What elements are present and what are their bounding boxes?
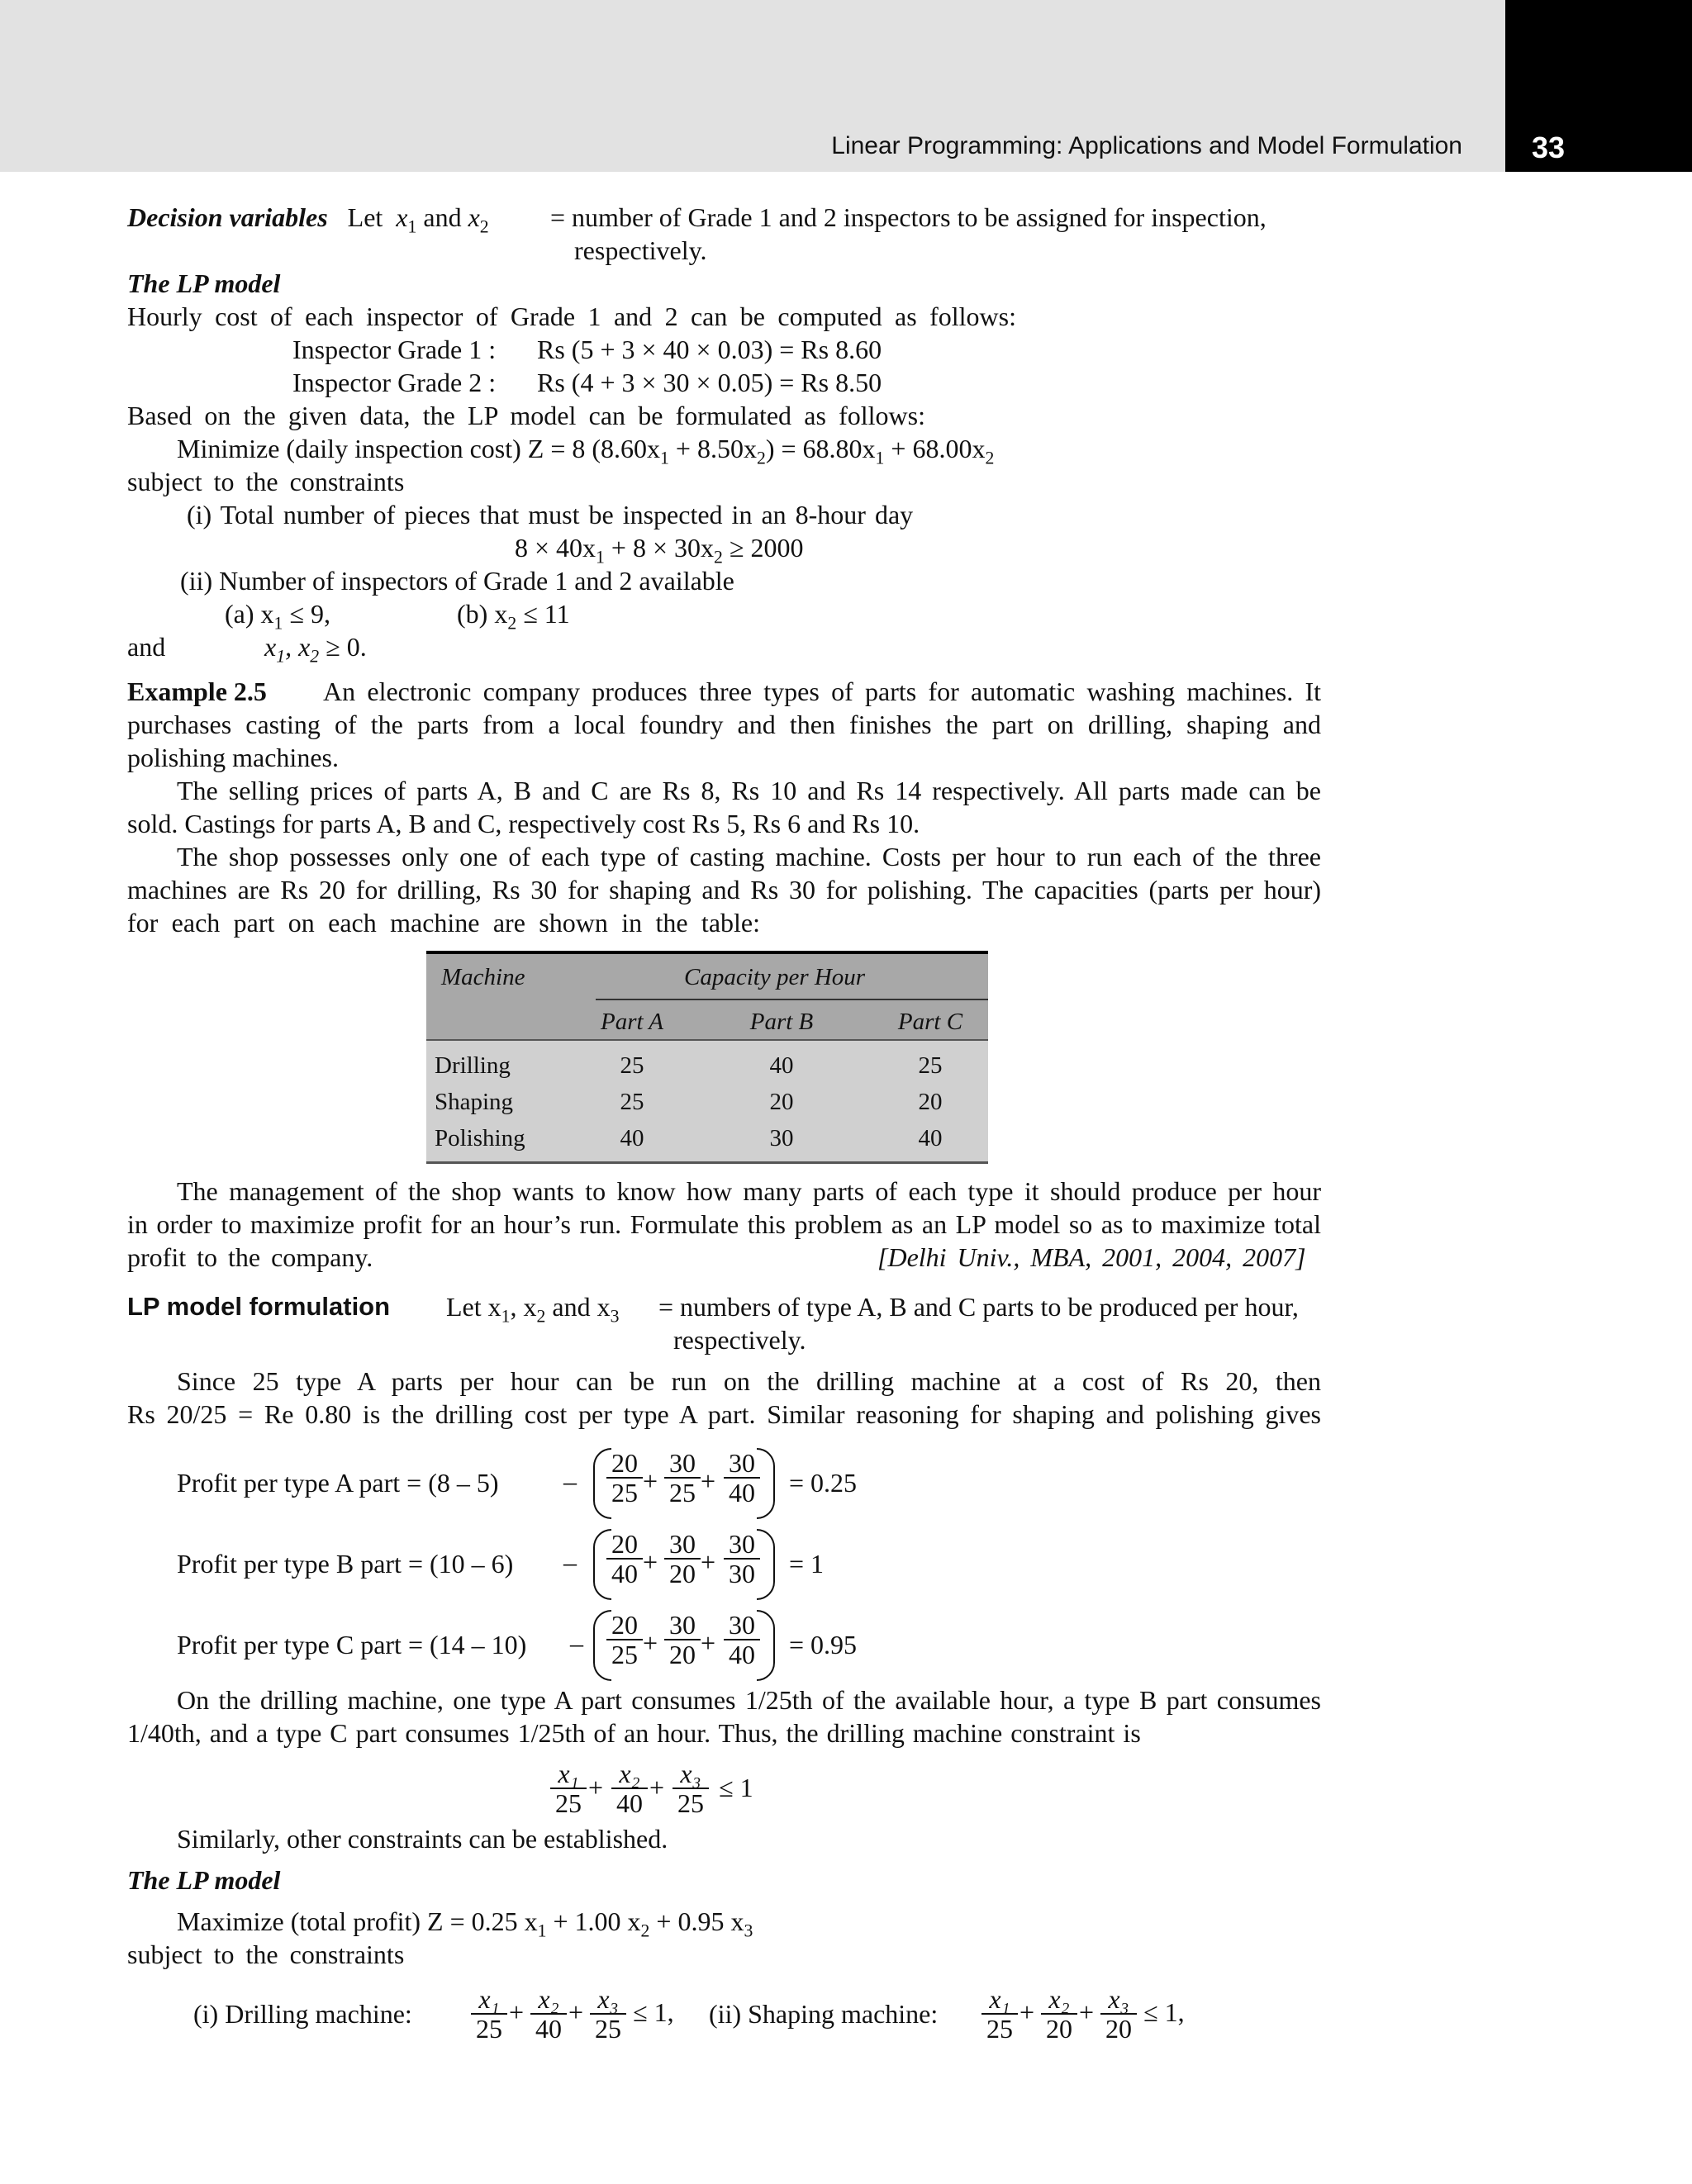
header-part-c: Part C [897,1009,963,1035]
page-number-box [1505,0,1692,172]
source-citation: [Delhi Univ., MBA, 2001, 2004, 2007] [877,1242,1306,1272]
mgmt-l2: in order to maximize profit for an hour’s run. Formulate this problem as an LP model so as to maximize total [127,1209,1321,1239]
subscript: 1 [407,216,417,237]
constraint-2: (ii) Number of inspectors of Grade 1 and 2 available [180,566,734,596]
example-label: Example 2.5 [127,677,267,706]
eq-part: (a) x [225,599,274,629]
table-cell: 25 [620,1052,644,1079]
denominator: 40 [535,2014,562,2044]
decision-variables-line [127,201,489,237]
plus-sign: + [1079,1997,1095,2027]
header-part-b: Part B [749,1009,814,1035]
var-x: x [468,202,480,232]
eq-part: x [264,632,277,662]
denominator: 20 [1105,2014,1132,2044]
eq-part: Minimize (daily inspection cost) Z = 8 (8.60x [177,434,661,463]
eq-part: , x [285,632,311,662]
header-capacity-group: Capacity per Hour [684,964,866,990]
denominator: 20 [669,1640,696,1669]
numerator: x₁ [981,1985,1018,2015]
subscript: 1 [501,1306,511,1327]
plus-sign: + [588,1773,604,1802]
row-machine: Polishing [435,1125,525,1151]
fraction [724,1530,760,1588]
capacity-table [426,951,988,1164]
subscript: 2 [479,216,489,237]
example-p3-l2: machines are Rs 20 for drilling, Rs 30 for shaping and Rs 30 for polishing. The capacities (parts per hour) [127,875,1321,904]
running-title: Linear Programming: Applications and Model Formulation [831,132,1462,159]
denominator: 20 [1046,2014,1072,2044]
numerator: 20 [606,1611,643,1640]
fraction [550,1759,587,1817]
fraction [471,1985,507,2043]
denominator: 30 [729,1559,755,1588]
plus-sign: + [701,1547,716,1577]
eq-part: Let x [446,1292,501,1322]
subject-to: subject to the constraints [127,467,405,496]
fraction [606,1449,643,1507]
subscript: 1 [596,547,605,567]
subscript: 3 [744,1920,753,1941]
var-x: x [396,202,408,232]
mgmt-l1: The management of the shop wants to know how many parts of each type it should produce per hour [177,1176,1321,1206]
drilling-rhs: ≤ 1, [633,1997,674,2027]
subscript: 3 [610,1306,620,1327]
table-cell: 25 [918,1052,943,1079]
shaping-machine-label: (ii) Shaping machine: [709,1999,939,2029]
eq-part: 8 × 40x [515,533,596,563]
denominator: 25 [677,1788,704,1818]
eq-part: ≥ 0. [319,632,367,662]
fraction [606,1530,643,1588]
numerator: x₃ [673,1759,709,1789]
constraint-2a [225,597,330,634]
table-cell: 25 [620,1089,644,1115]
subscript: 1 [276,646,286,667]
example-p2-l1: The selling prices of parts A, B and C are Rs 8, Rs 10 and Rs 14 respectively. All parts made can be [177,776,1321,805]
eq-part: (b) x [457,599,508,629]
table-cell: 20 [769,1089,794,1115]
header-bottom-rule [426,1039,988,1041]
denominator: 25 [611,1640,638,1669]
profit-c-result: = 0.95 [789,1630,858,1659]
example-p3-l1: The shop possesses only one of each type of casting machine. Costs per hour to run each of the three [177,842,1321,871]
row-machine: Shaping [435,1089,514,1115]
example-p3-l3: for each part on each machine are shown in the table: [127,908,760,938]
subscript: 2 [714,547,723,567]
fraction [606,1611,643,1669]
shaping-rhs: ≤ 1, [1143,1997,1185,2027]
subscript: 2 [640,1920,650,1941]
numerator: 30 [664,1449,701,1479]
table-cell: 40 [769,1052,794,1079]
numerator: 20 [606,1530,643,1560]
fraction [664,1530,701,1588]
profit-a-label: Profit per type A part = (8 – 5) [177,1468,499,1498]
eq-part: + 68.00x [884,434,986,463]
numerator: 20 [606,1449,643,1479]
denominator: 40 [729,1478,755,1507]
numerator: x₂ [530,1985,567,2015]
eq-part: ) = 68.80x [765,434,876,463]
plus-sign: + [649,1773,665,1802]
constraint-2b [457,597,570,634]
subscript: 2 [756,448,766,468]
eq-part: + 0.95 x [649,1906,744,1936]
nonnegativity [264,630,367,667]
eq-part: and x [545,1292,611,1322]
denominator: 25 [595,2014,621,2044]
denominator: 25 [986,2014,1013,2044]
fraction [664,1611,701,1669]
fraction [590,1985,626,2043]
plus-sign: + [568,1997,584,2027]
lp-model-heading-2: The LP model [127,1865,281,1895]
eq-part: , x [510,1292,537,1322]
numerator: x₃ [590,1985,626,2015]
fraction [673,1759,709,1817]
minus-sign: – [563,1466,577,1496]
page-header [0,0,1505,172]
profit-a-result: = 0.25 [789,1468,858,1498]
minus-sign: – [563,1547,577,1577]
eq-part: + 1.00 x [546,1906,641,1936]
fraction [1041,1985,1077,2043]
numerator: x₁ [471,1985,507,2015]
plus-sign: + [701,1466,716,1496]
drilling-l1: On the drilling machine, one type A part consumes 1/25th of the available hour, a type B part consumes [177,1685,1321,1715]
profit-b-label: Profit per type B part = (10 – 6) [177,1549,514,1579]
subscript: 2 [310,646,320,667]
numerator: x₂ [1041,1985,1077,2015]
minimize-equation [177,432,995,468]
lp-model-heading: The LP model [127,268,281,298]
eq-part: ≥ 2000 [722,533,804,563]
plus-sign: + [701,1628,716,1658]
subscript: 2 [985,448,995,468]
numerator: x₁ [550,1759,587,1789]
eq-part: + 8 × 30x [604,533,715,563]
numerator: 30 [724,1611,760,1640]
example-p1-l1: An electronic company produces three types of parts for automatic washing machines. It [323,677,1321,706]
fraction [981,1985,1018,2043]
based-on-text: Based on the given data, the LP model can be formulated as follows: [127,401,925,430]
right-paren [757,1529,775,1600]
denominator: 25 [611,1478,638,1507]
fraction [611,1759,648,1817]
subscript: 2 [507,613,517,634]
eq-part: Maximize (total profit) Z = 0.25 x [177,1906,538,1936]
decision-text-2: respectively. [574,235,707,265]
denominator: 25 [476,2014,502,2044]
drilling-l2: 1/40th, and a type C part consumes 1/25th of an hour. Thus, the drilling machine constraint is [127,1718,1141,1748]
profit-b-result: = 1 [789,1549,825,1579]
let-word: Let [347,202,383,232]
plus-sign: + [1019,1997,1035,2027]
subscript: 1 [537,1920,547,1941]
and-word: and [127,632,166,662]
table-cell: 40 [620,1125,644,1151]
drilling-machine-label: (i) Drilling machine: [193,1999,412,2029]
formulation-label: LP model formulation [127,1292,391,1321]
mgmt-l3: profit to the company. [127,1242,373,1272]
grade2-label: Inspector Grade 2 : [292,368,497,397]
since-l2: Rs 20/25 = Re 0.80 is the drilling cost per type A part. Similar reasoning for shaping and polishing gives [127,1399,1321,1429]
decision-text: = number of Grade 1 and 2 inspectors to be assigned for inspection, [550,202,1267,232]
table-cell: 20 [918,1089,943,1115]
maximize-equation [177,1905,753,1941]
plus-sign: + [509,1997,525,2027]
plus-sign: + [643,1547,658,1577]
minus-sign: – [570,1628,583,1658]
header-machine: Machine [441,964,525,990]
header-part-a: Part A [601,1009,663,1035]
example-p1-l3: polishing machines. [127,743,339,772]
numerator: 30 [664,1611,701,1640]
fraction [1100,1985,1137,2043]
denominator: 25 [669,1478,696,1507]
header-separator [596,999,988,1000]
profit-c-label: Profit per type C part = (14 – 10) [177,1630,527,1659]
example-p1-l2: purchases casting of the parts from a local foundry and then finishes the part on drilling, shaping and [127,710,1321,739]
fraction [724,1449,760,1507]
subject-to-2: subject to the constraints [127,1939,405,1969]
subscript: 1 [875,448,885,468]
grade2-value: Rs (4 + 3 × 30 × 0.05) = Rs 8.50 [537,368,882,397]
grade1-label: Inspector Grade 1 : [292,335,497,364]
similarly-text: Similarly, other constraints can be established. [177,1824,668,1854]
numerator: x₂ [611,1759,648,1789]
grade1-value: Rs (5 + 3 × 40 × 0.03) = Rs 8.60 [537,335,882,364]
table-cell: 40 [918,1125,943,1151]
formulation-vars [446,1290,620,1327]
plus-sign: + [643,1628,658,1658]
hourly-cost-intro: Hourly cost of each inspector of Grade 1 and 2 can be computed as follows: [127,301,1016,331]
table-cell: 30 [769,1125,794,1151]
numerator: 30 [664,1530,701,1560]
subscript: 2 [536,1306,546,1327]
constraint-1-equation [515,531,804,567]
denominator: 20 [669,1559,696,1588]
numerator: 30 [724,1449,760,1479]
denominator: 40 [616,1788,643,1818]
denominator: 40 [729,1640,755,1669]
eq-part: ≤ 9, [283,599,330,629]
page-number: 33 [1532,131,1566,164]
numerator: 30 [724,1530,760,1560]
and-word: and [423,202,462,232]
drilling-rhs: ≤ 1 [719,1773,753,1802]
right-paren [757,1448,775,1519]
fraction [664,1449,701,1507]
formulation-text-2: respectively. [673,1325,806,1355]
eq-part: ≤ 11 [516,599,570,629]
denominator: 40 [611,1559,638,1588]
denominator: 25 [555,1788,582,1818]
fraction [530,1985,567,2043]
subscript: 1 [660,448,669,468]
example-p2-l2: sold. Castings for parts A, B and C, respectively cost Rs 5, Rs 6 and Rs 10. [127,809,920,838]
subscript: 1 [273,613,283,634]
fraction [724,1611,760,1669]
formulation-text: = numbers of type A, B and C parts to be produced per hour, [658,1292,1299,1322]
constraint-1: (i) Total number of pieces that must be inspected in an 8-hour day [187,500,914,529]
decision-label: Decision variables [127,202,328,232]
plus-sign: + [643,1466,658,1496]
right-paren [757,1610,775,1681]
numerator: x₃ [1100,1985,1137,2015]
since-l1: Since 25 type A parts per hour can be run on the drilling machine at a cost of Rs 20, then [177,1366,1321,1396]
row-machine: Drilling [435,1052,511,1079]
eq-part: + 8.50x [668,434,757,463]
